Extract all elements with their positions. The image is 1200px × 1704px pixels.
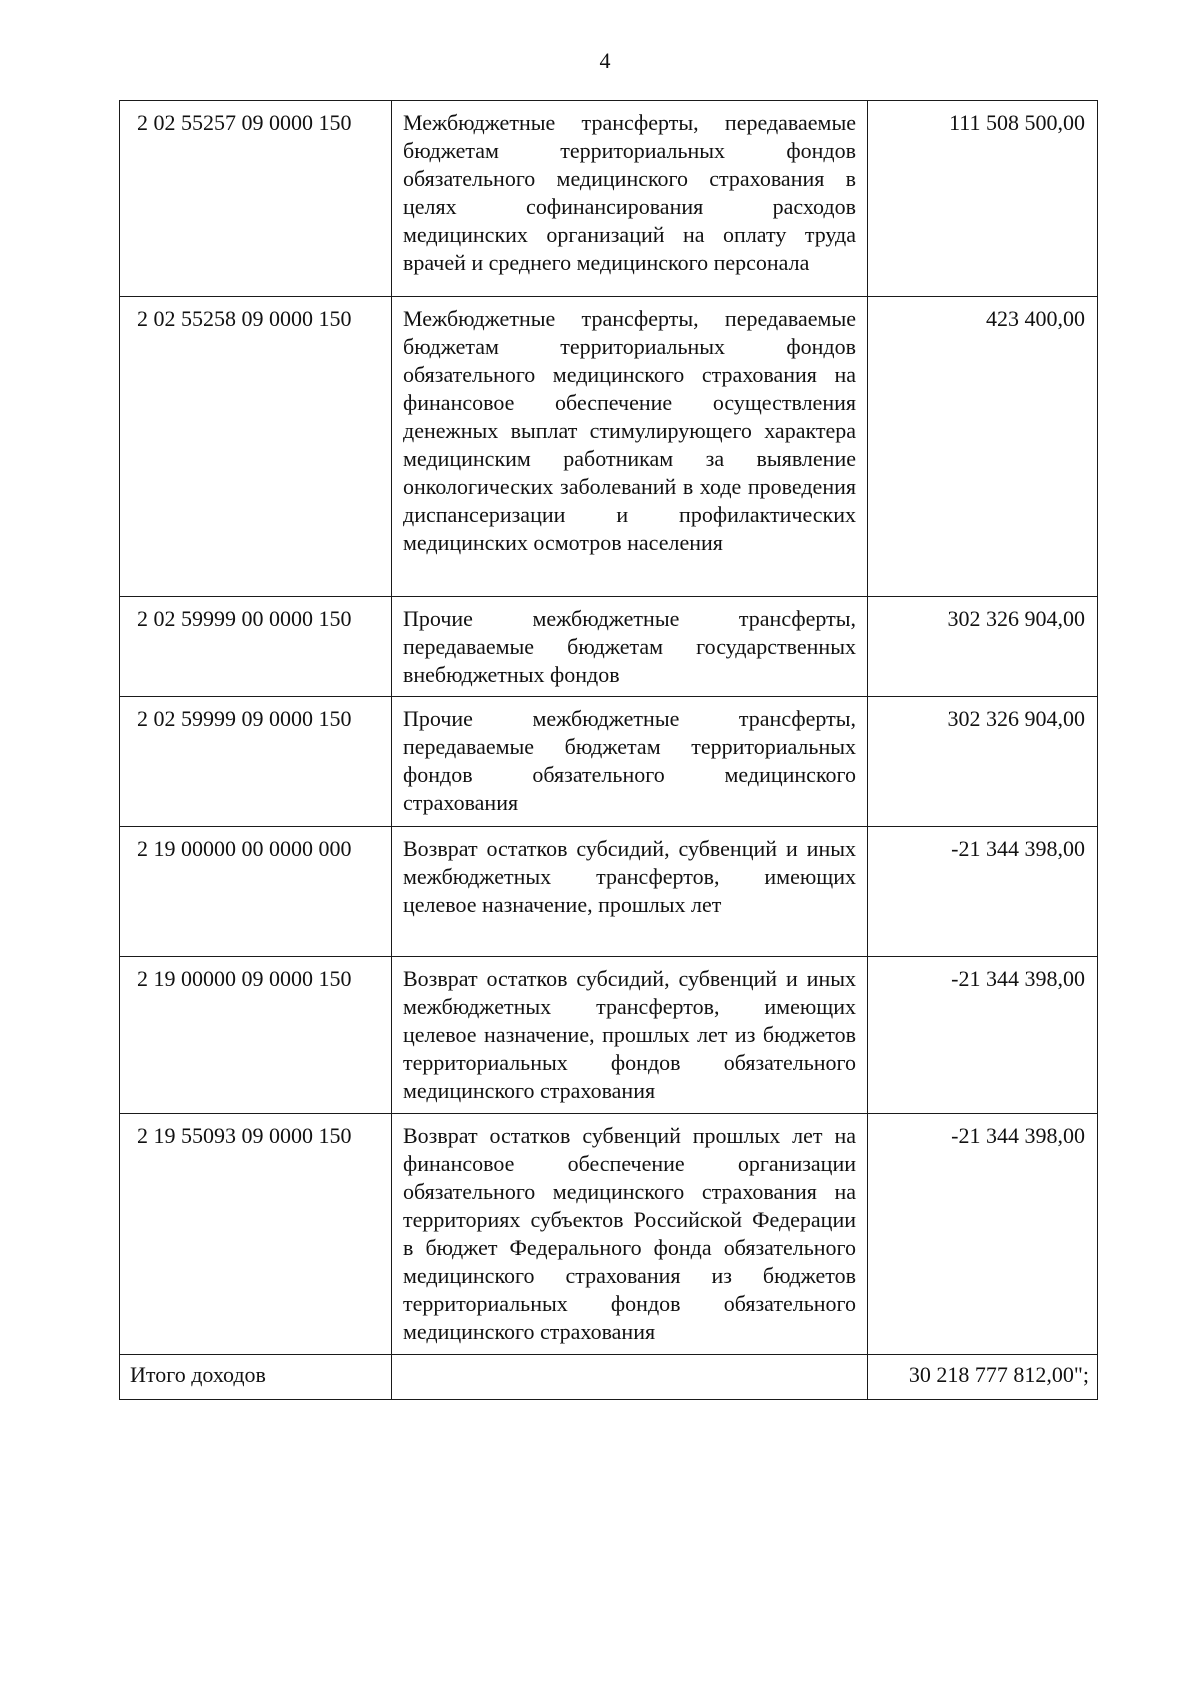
revenue-name: Прочие межбюджетные трансферты, передаваемые бюджетам территориальных фондов обязательного медицинского страхования: [392, 697, 868, 827]
table-row: [120, 297, 1098, 597]
budget-code: 2 02 55258 09 0000 150: [120, 297, 392, 597]
budget-code: 2 19 00000 09 0000 150: [120, 957, 392, 1114]
revenue-sum: 302 326 904,00: [868, 597, 1098, 697]
table-row: [120, 697, 1098, 827]
budget-code: 2 02 59999 09 0000 150: [120, 697, 392, 827]
revenue-name: Межбюджетные трансферты, передаваемые бюджетам территориальных фондов обязательного медицинского страхования на финансовое обеспечение осуществления денежных выплат стимулирующего характера медицинским работникам за выявление онкологических заболеваний в ходе проведения диспансеризации и профилактических медицинских осмотров населения: [392, 297, 868, 597]
table-row: [120, 827, 1098, 957]
revenue-sum: 111 508 500,00: [868, 101, 1098, 297]
revenue-sum: -21 344 398,00: [868, 957, 1098, 1114]
revenue-name: Прочие межбюджетные трансферты, передаваемые бюджетам государственных внебюджетных фондов: [392, 597, 868, 697]
revenue-sum: 302 326 904,00: [868, 697, 1098, 827]
total-row: [120, 1355, 1098, 1400]
table-row: [120, 957, 1098, 1114]
budget-code: 2 02 59999 00 0000 150: [120, 597, 392, 697]
revenue-name: Возврат остатков субсидий, субвенций и иных межбюджетных трансфертов, имеющих целевое назначение, прошлых лет: [392, 827, 868, 957]
budget-code: 2 02 55257 09 0000 150: [120, 101, 392, 297]
total-empty-cell: [392, 1355, 868, 1400]
page-number: 4: [599, 48, 611, 73]
revenue-name: Межбюджетные трансферты, передаваемые бюджетам территориальных фондов обязательного медицинского страхования в целях софинансирования расходов медицинских организаций на оплату труда врачей и среднего медицинского персонала: [392, 101, 868, 297]
total-label: Итого доходов: [120, 1355, 392, 1400]
revenue-sum: 423 400,00: [868, 297, 1098, 597]
table-row: [120, 1114, 1098, 1355]
budget-code: 2 19 00000 00 0000 000: [120, 827, 392, 957]
revenue-sum: -21 344 398,00: [868, 1114, 1098, 1355]
revenue-sum: -21 344 398,00: [868, 827, 1098, 957]
revenue-table: [119, 100, 1098, 1400]
revenue-name: Возврат остатков субсидий, субвенций и иных межбюджетных трансфертов, имеющих целевое назначение, прошлых лет из бюджетов территориальных фондов обязательного медицинского страхования: [392, 957, 868, 1114]
total-sum: 30 218 777 812,00";: [868, 1355, 1098, 1400]
table-row: [120, 597, 1098, 697]
budget-code: 2 19 55093 09 0000 150: [120, 1114, 392, 1355]
revenue-name: Возврат остатков субвенций прошлых лет на финансовое обеспечение организации обязательного медицинского страхования на территориях субъектов Российской Федерации в бюджет Федерального фонда обязательного медицинского страхования из бюджетов территориальных фондов обязательного медицинского страхования: [392, 1114, 868, 1355]
table-row: [120, 101, 1098, 297]
